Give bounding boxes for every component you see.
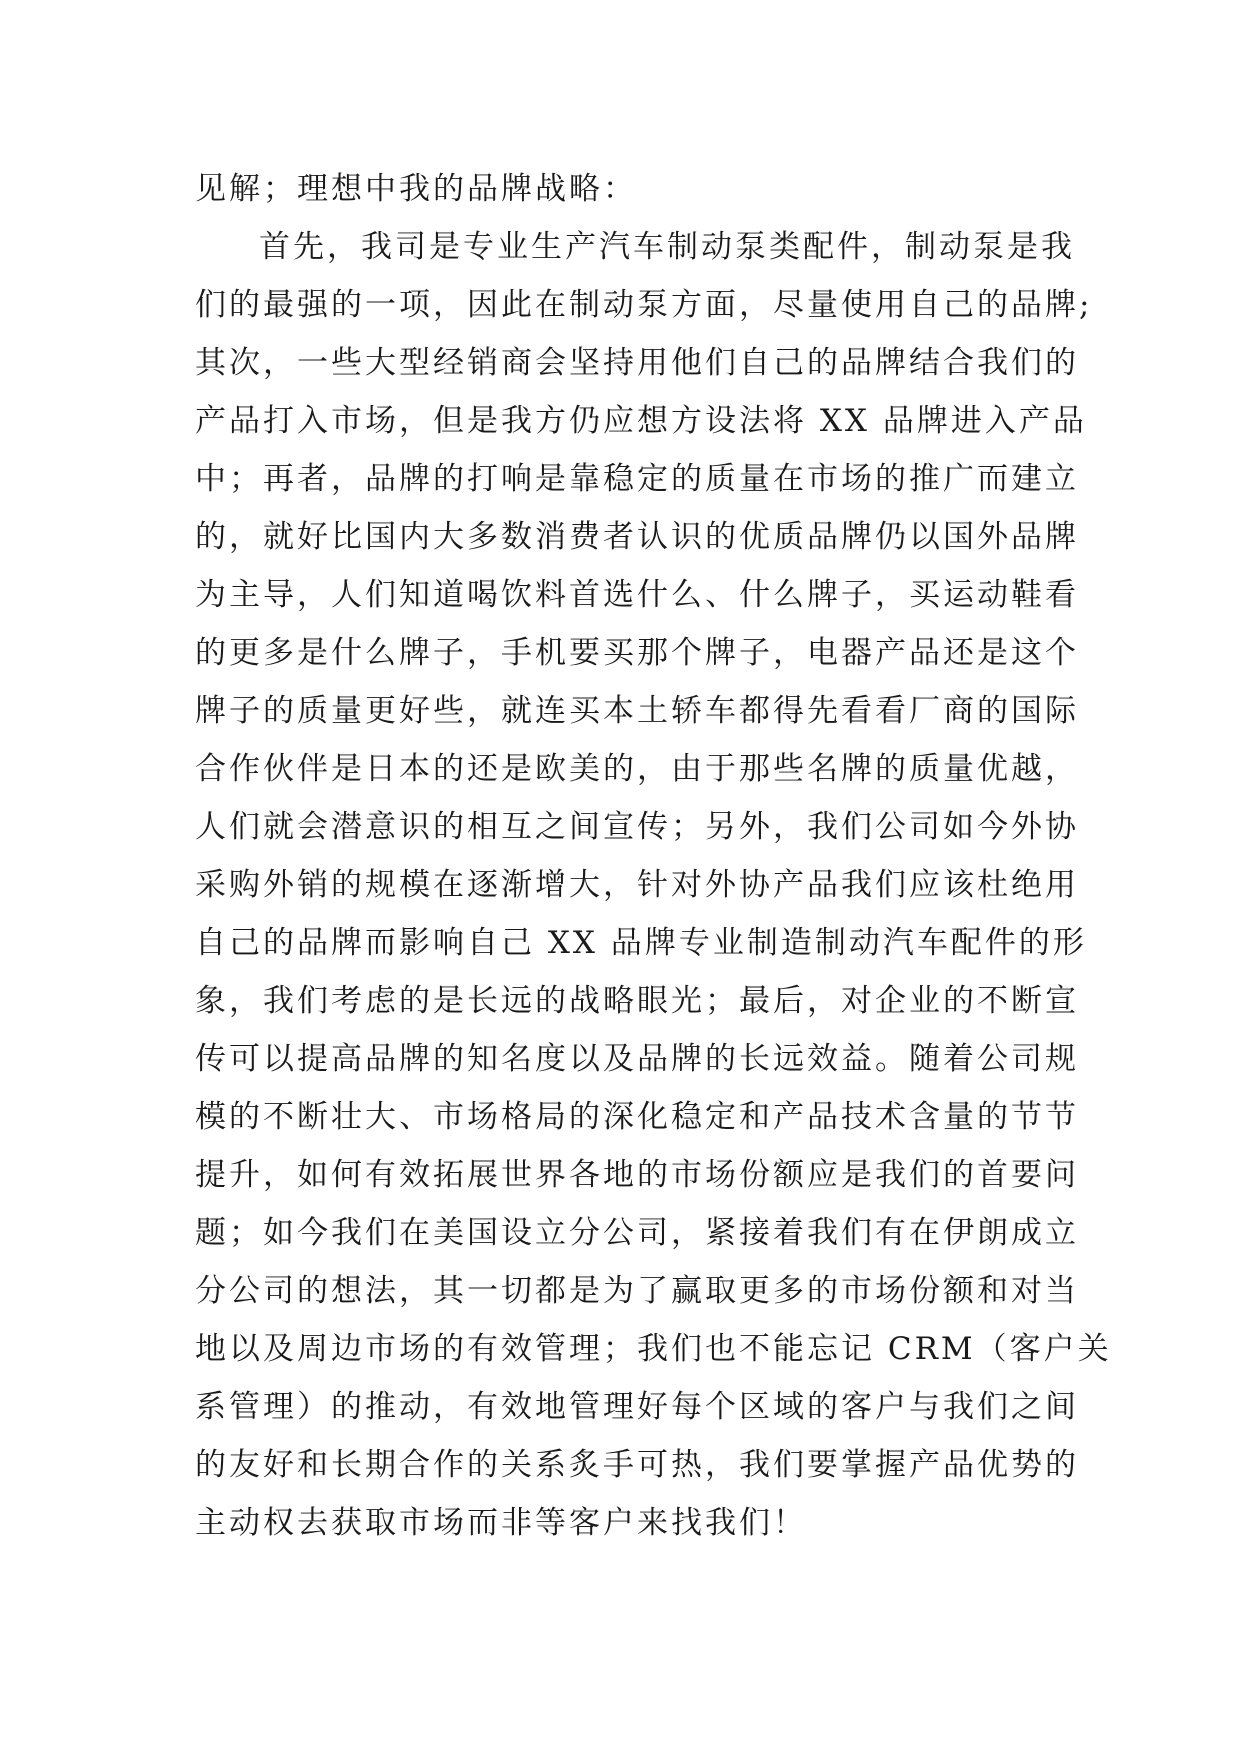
text-line: 的，就好比国内大多数消费者认识的优质品牌仍以国外品牌 (195, 519, 1079, 555)
text-line: 系管理）的推动，有效地管理好每个区域的客户与我们之间 (195, 1389, 1079, 1425)
text-line: 其次，一些大型经销商会坚持用他们自己的品牌结合我们的 (195, 345, 1079, 381)
text-line: 模的不断壮大、市场格局的深化稳定和产品技术含量的节节 (195, 1099, 1079, 1135)
text-line: 合作伙伴是日本的还是欧美的，由于那些名牌的质量优越， (195, 751, 1079, 787)
text-line: 的更多是什么牌子，手机要买那个牌子，电器产品还是这个 (195, 635, 1079, 671)
text-line: 中；再者，品牌的打响是靠稳定的质量在市场的推广而建立 (195, 461, 1079, 497)
text-line: 主动权去获取市场而非等客户来找我们！ (195, 1505, 807, 1541)
text-line: 分公司的想法，其一切都是为了赢取更多的市场份额和对当 (195, 1273, 1079, 1309)
text-line: 产品打入市场，但是我方仍应想方设法将 XX 品牌进入产品 (195, 403, 1087, 439)
text-line: 地以及周边市场的有效管理；我们也不能忘记 CRM（客户关 (195, 1331, 1112, 1367)
text-line: 传可以提高品牌的知名度以及品牌的长远效益。随着公司规 (195, 1041, 1079, 1077)
text-line: 牌子的质量更好些，就连买本土轿车都得先看看厂商的国际 (195, 693, 1079, 729)
text-line: 题；如今我们在美国设立分公司，紧接着我们有在伊朗成立 (195, 1215, 1079, 1251)
text-line: 自己的品牌而影响自己 XX 品牌专业制造制动汽车配件的形 (195, 925, 1087, 961)
text-line: 们的最强的一项，因此在制动泵方面，尽量使用自己的品牌; (195, 287, 1093, 323)
text-line: 见解；理想中我的品牌战略： (195, 171, 637, 207)
text-line: 人们就会潜意识的相互之间宣传；另外，我们公司如今外协 (195, 809, 1079, 845)
text-line: 采购外销的规模在逐渐增大，针对外协产品我们应该杜绝用 (195, 867, 1079, 903)
text-line: 象，我们考虑的是长远的战略眼光；最后，对企业的不断宣 (195, 983, 1079, 1019)
paragraph-first-line: 首先，我司是专业生产汽车制动泵类配件，制动泵是我 (259, 229, 1075, 265)
body-text (195, 160, 1112, 1552)
text-line: 的友好和长期合作的关系炙手可热，我们要掌握产品优势的 (195, 1447, 1079, 1483)
text-line: 提升，如何有效拓展世界各地的市场份额应是我们的首要问 (195, 1157, 1079, 1193)
text-line: 为主导，人们知道喝饮料首选什么、什么牌子，买运动鞋看 (195, 577, 1079, 613)
